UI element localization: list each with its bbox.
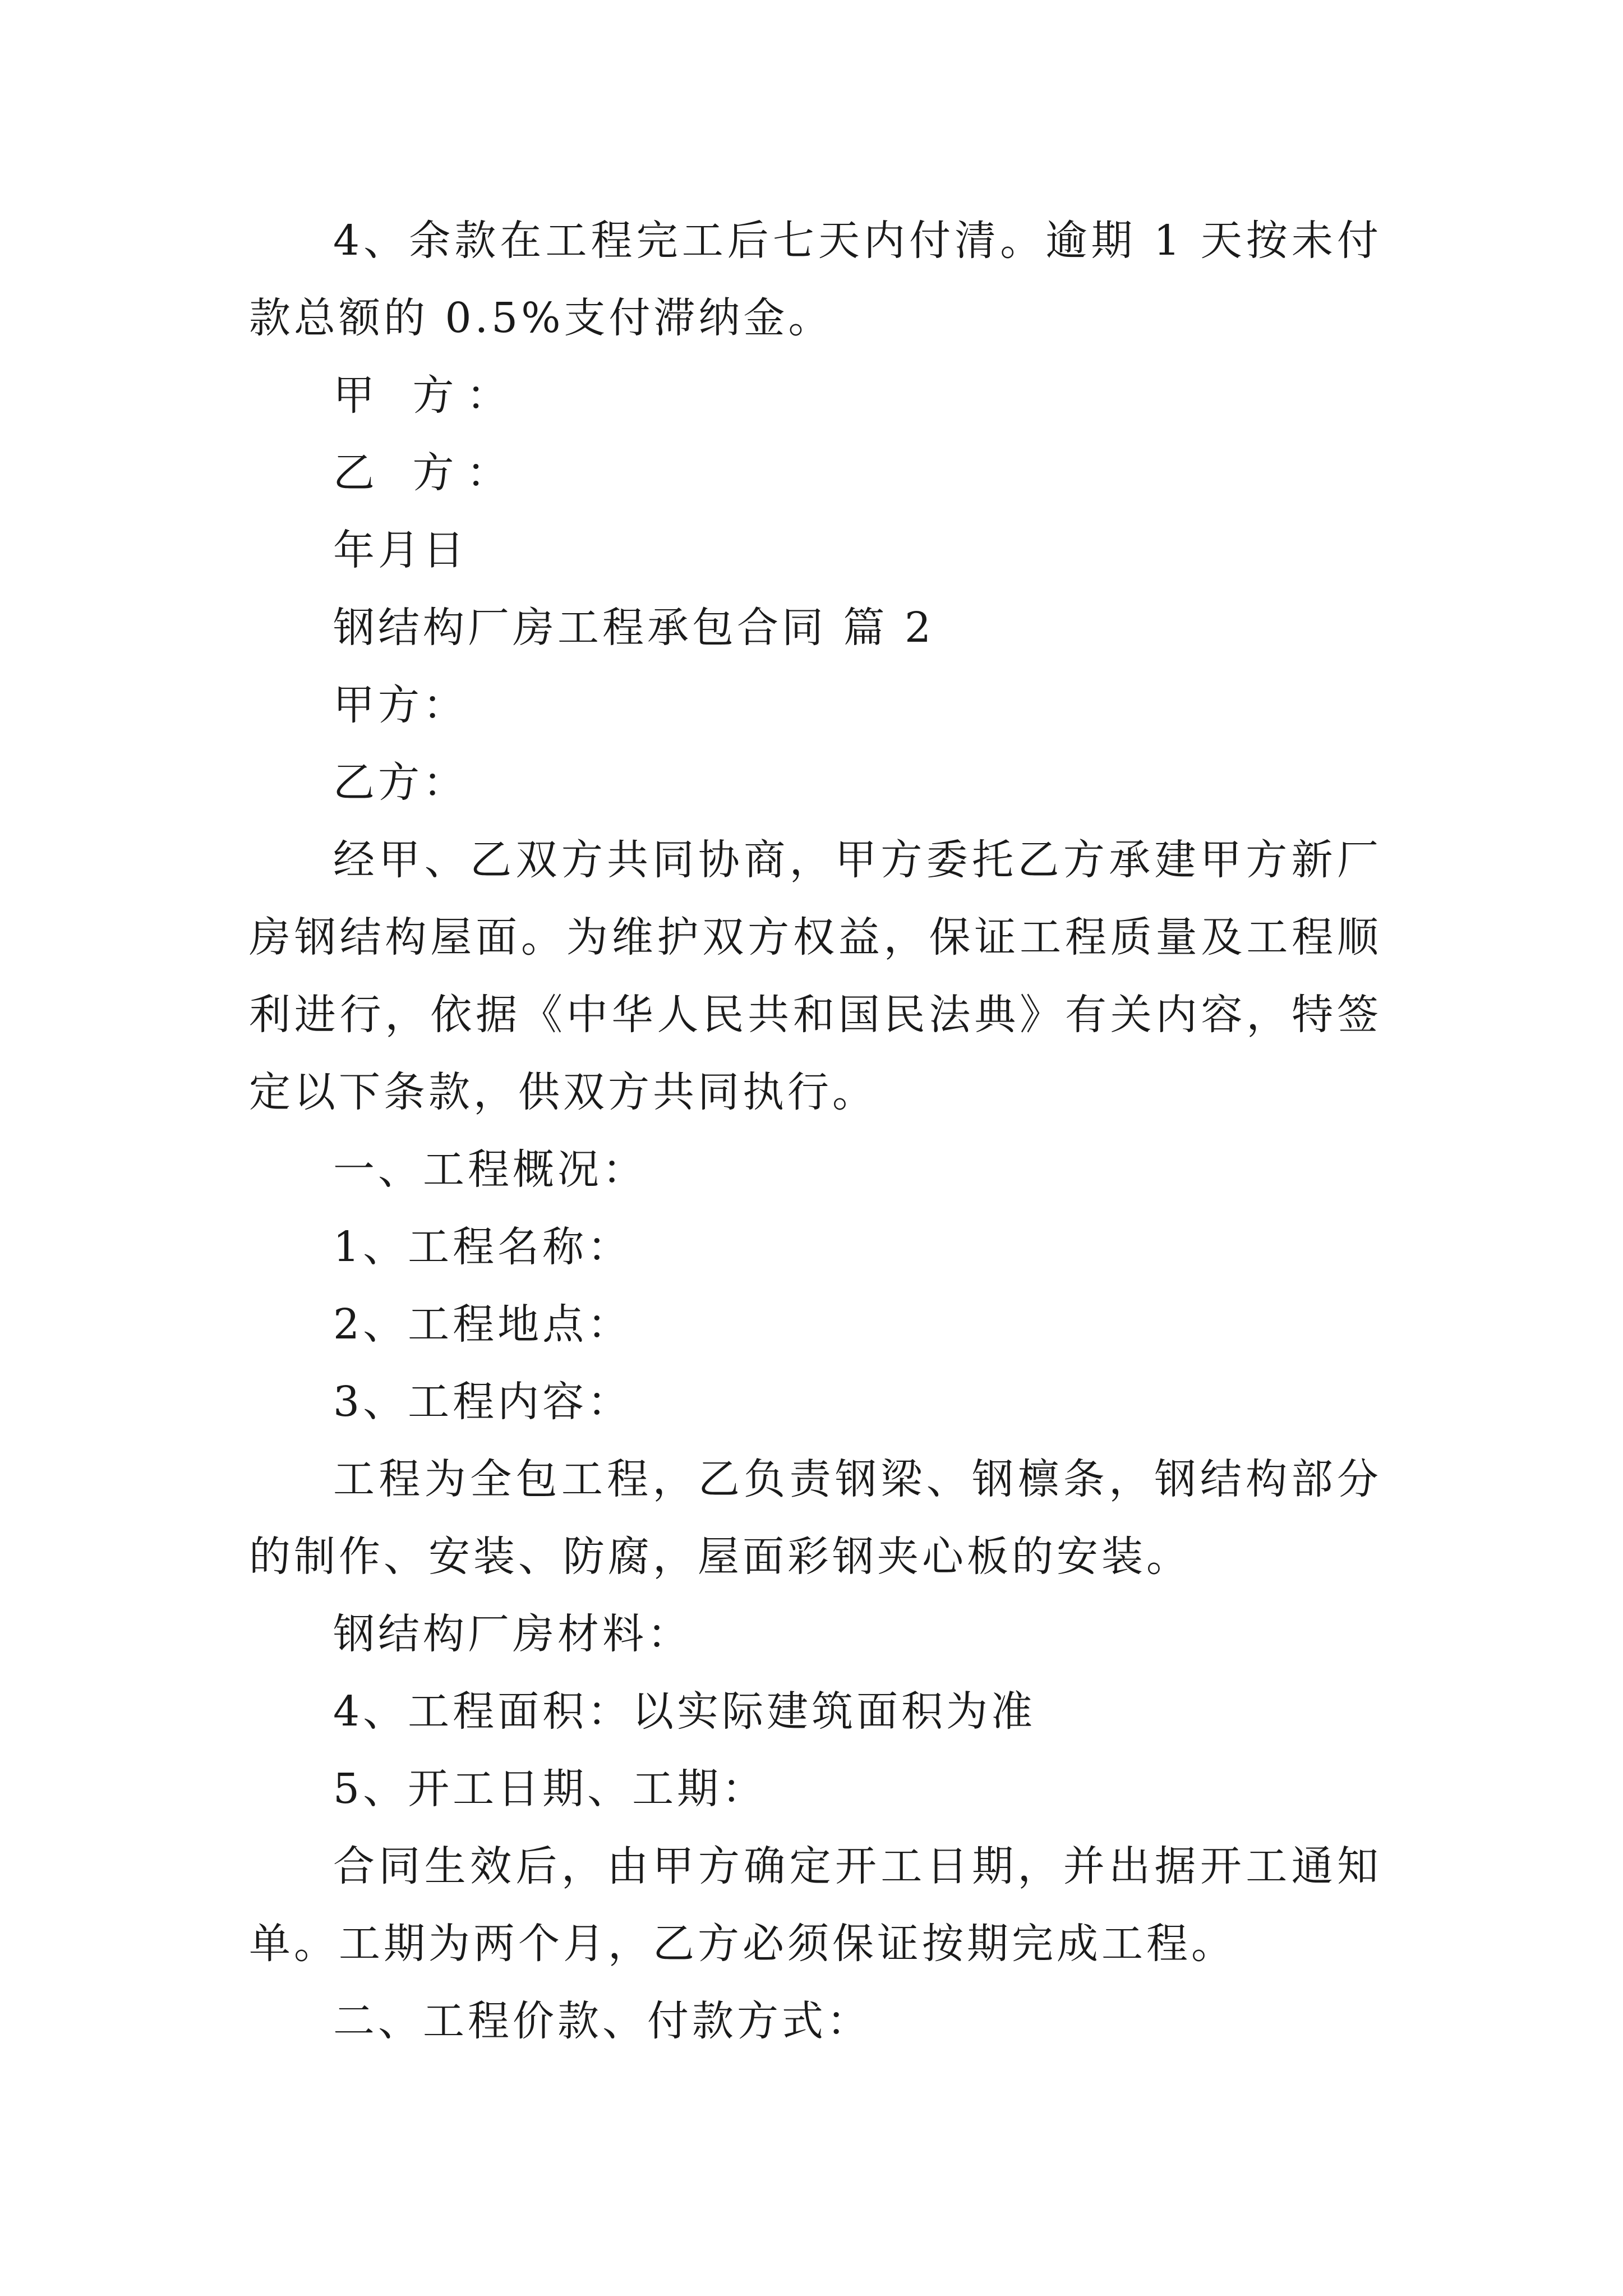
paragraph-date: 年月日 [333,526,468,574]
item-project-name: 1、工程名称： [333,1223,633,1271]
paragraph-party-a: 甲方： [333,681,468,729]
section-title: 钢结构厂房工程承包合同 篇 2 [333,604,935,652]
item-project-area: 4、工程面积：以实际建筑面积为准 [333,1687,1036,1736]
paragraph-preamble: 经甲、乙双方共同协商，甲方委托乙方承建甲方新厂房钢结构屋面。为维护双方权益，保证工程质量及工程顺利进行，依据《中华人民共和国民法典》有关内容，特签定以下条款，供双方共同执行。 [249,836,1382,1116]
item-project-content: 3、工程内容： [333,1378,633,1426]
item-materials: 钢结构厂房材料： [333,1610,692,1658]
paragraph-party-b: 乙方： [333,758,468,807]
heading-payment: 二、工程价款、付款方式： [333,1997,872,2045]
heading-project-overview: 一、工程概况： [333,1145,647,1194]
paragraph-party-b-signature: 乙 方： [333,449,520,497]
paragraph-project-scope: 工程为全包工程，乙负责钢梁、钢檩条，钢结构部分的制作、安装、防腐，屋面彩钢夹心板的安装。 [249,1455,1382,1581]
paragraph-party-a-signature: 甲 方： [333,371,520,420]
paragraph-schedule: 合同生效后，由甲方确定开工日期，并出据开工通知单。工期为两个月，乙方必须保证按期完成工程。 [249,1842,1382,1968]
item-start-date: 5、开工日期、工期： [333,1765,767,1813]
item-project-location: 2、工程地点： [333,1300,633,1349]
document-body [249,202,1382,2060]
paragraph-balance-payment: 4、余款在工程完工后七天内付清。逾期 1 天按未付款总额的 0.5%支付滞纳金。 [249,217,1382,342]
